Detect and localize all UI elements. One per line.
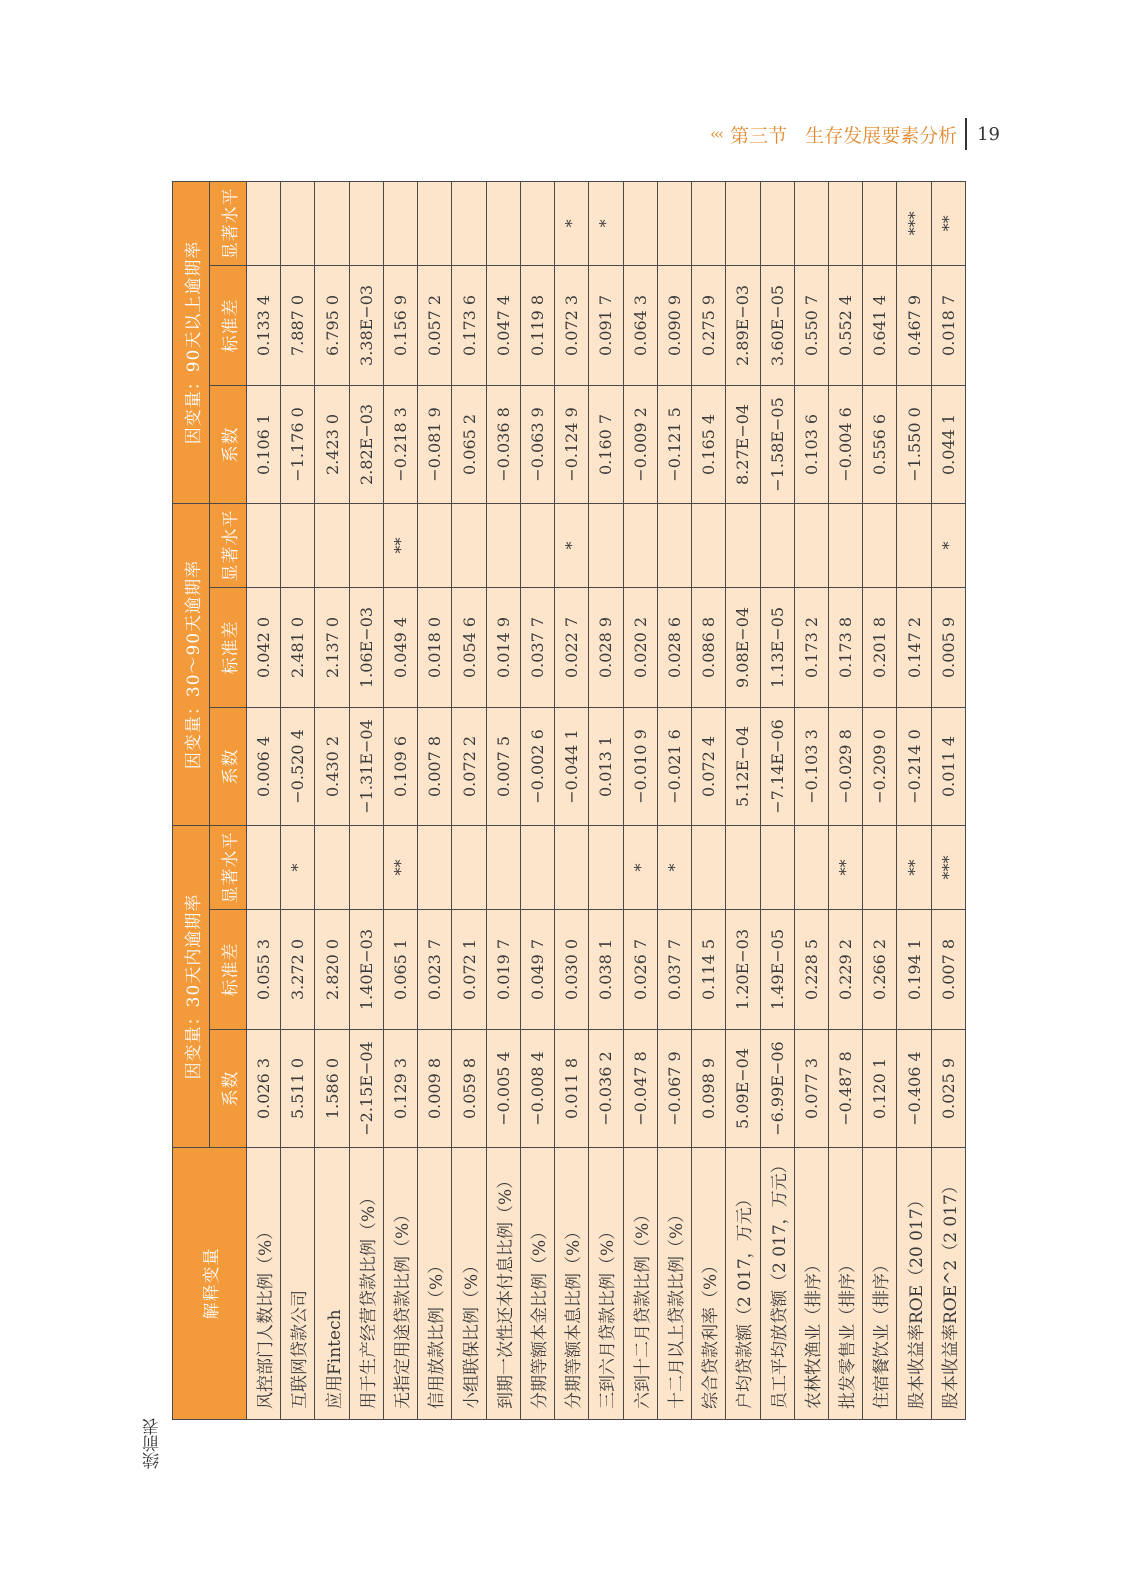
coef-cell: −0.004 6 [828,385,862,503]
sig-cell: * [555,181,589,265]
sd-cell: 0.552 4 [828,265,862,385]
sd-cell: 0.090 9 [657,265,691,385]
coef-cell: −0.009 2 [623,385,657,503]
table-row [315,181,349,1419]
coef-cell: 1.586 0 [315,1030,349,1148]
sig-cell [760,825,794,909]
sd-cell: 0.005 9 [931,587,965,707]
sig-cell [520,181,554,265]
coef-cell: −0.002 6 [520,707,554,825]
sd-cell: 1.06E−03 [349,587,383,707]
coef-cell: 0.430 2 [315,707,349,825]
coef-cell: 2.423 0 [315,385,349,503]
row-label: 风控部门人数比例（%） [247,1148,281,1420]
coef-cell: 0.006 4 [247,707,281,825]
sd-cell: 6.795 0 [315,265,349,385]
sd-cell: 0.467 9 [897,265,931,385]
table-row [486,181,520,1419]
sig-cell [315,825,349,909]
running-header [710,118,1000,150]
sig-cell: ** [931,181,965,265]
coef-cell: −0.406 4 [897,1030,931,1148]
coef-cell: −0.214 0 [897,707,931,825]
section-number: 第三节 [730,124,788,147]
sd-cell: 7.887 0 [281,265,315,385]
sig-cell: * [623,825,657,909]
sd-cell: 0.007 8 [931,910,965,1030]
coef-cell: −0.067 9 [657,1030,691,1148]
coef-cell: −0.103 3 [794,707,828,825]
coef-cell: 0.072 2 [452,707,486,825]
table-row [726,181,760,1419]
sig-cell [692,503,726,587]
sig-cell [863,503,897,587]
coef-cell: −0.218 3 [383,385,417,503]
sig-cell [418,825,452,909]
group-header-row [173,181,210,1419]
coef-header: 系数 [210,385,247,503]
sig-cell [828,503,862,587]
group-header: 因变量：90天以上逾期率 [173,181,210,503]
coef-cell: −0.029 8 [828,707,862,825]
sd-cell: 0.054 6 [452,587,486,707]
row-label: 户均贷款额（2 017，万元） [726,1148,760,1420]
table-row [520,181,554,1419]
regression-table [172,181,966,1420]
sig-cell [794,825,828,909]
coef-cell: −7.14E−06 [760,707,794,825]
coef-cell: −1.31E−04 [349,707,383,825]
sig-cell [349,825,383,909]
sd-cell: 1.13E−05 [760,587,794,707]
sig-cell [623,503,657,587]
sig-cell [863,181,897,265]
table-row [692,181,726,1419]
table-row [828,181,862,1419]
chevron-left-icon: ‹‹‹ [710,125,723,143]
coef-cell: 0.103 6 [794,385,828,503]
coef-cell: −0.005 4 [486,1030,520,1148]
sd-cell: 0.014 9 [486,587,520,707]
table-row [247,181,281,1419]
coef-cell: 0.059 8 [452,1030,486,1148]
sd-cell: 0.550 7 [794,265,828,385]
coef-cell: 2.82E−03 [349,385,383,503]
sig-cell [520,503,554,587]
sig-cell [281,503,315,587]
sd-cell: 2.137 0 [315,587,349,707]
sig-cell: * [555,503,589,587]
sd-cell: 0.030 0 [555,910,589,1030]
sd-cell: 0.201 8 [863,587,897,707]
sig-cell [349,503,383,587]
coef-cell: 0.065 2 [452,385,486,503]
sd-cell: 0.173 2 [794,587,828,707]
row-label: 十二月以上贷款比例（%） [657,1148,691,1420]
coef-cell: 0.007 5 [486,707,520,825]
coef-cell: 0.556 6 [863,385,897,503]
row-label: 综合贷款利率（%） [692,1148,726,1420]
table-row [383,181,417,1419]
sd-header: 标准差 [210,265,247,385]
row-label: 无指定用途贷款比例（%） [383,1148,417,1420]
sd-cell: 0.057 2 [418,265,452,385]
table-body [247,181,966,1419]
table-row [589,181,623,1419]
sd-cell: 2.481 0 [281,587,315,707]
table-row [418,181,452,1419]
coef-cell: 0.129 3 [383,1030,417,1148]
sd-cell: 0.091 7 [589,265,623,385]
coef-cell: −0.008 4 [520,1030,554,1148]
sig-cell [486,503,520,587]
sig-cell [692,181,726,265]
table-row [281,181,315,1419]
sig-cell [794,503,828,587]
sd-cell: 3.60E−05 [760,265,794,385]
sd-cell: 0.119 8 [520,265,554,385]
table-row [863,181,897,1419]
table-row [897,181,931,1419]
sd-header: 标准差 [210,910,247,1030]
sd-cell: 0.055 3 [247,910,281,1030]
sig-cell: ** [383,825,417,909]
sig-header: 显著水平 [210,503,247,587]
continued-label: 续前表 [143,1418,163,1469]
header-divider [965,118,967,150]
sd-cell: 0.018 7 [931,265,965,385]
sig-cell [760,503,794,587]
sd-cell: 0.133 4 [247,265,281,385]
sig-cell [247,181,281,265]
sd-cell: 9.08E−04 [726,587,760,707]
sd-cell: 0.049 4 [383,587,417,707]
group-header: 因变量：30～90天逾期率 [173,503,210,825]
coef-cell: 0.011 4 [931,707,965,825]
sig-cell [247,503,281,587]
sig-cell [486,825,520,909]
sig-cell [760,181,794,265]
sd-cell: 0.028 6 [657,587,691,707]
coef-cell: 0.160 7 [589,385,623,503]
coef-cell: 0.011 8 [555,1030,589,1148]
row-label: 股本收益率ROE（20 017） [897,1148,931,1420]
sd-cell: 0.266 2 [863,910,897,1030]
sig-cell [828,181,862,265]
sig-cell: *** [897,181,931,265]
table-row [452,181,486,1419]
sd-cell: 0.026 7 [623,910,657,1030]
sig-cell [863,825,897,909]
sig-cell [452,825,486,909]
coef-cell: −0.021 6 [657,707,691,825]
coef-cell: 0.120 1 [863,1030,897,1148]
sig-cell [383,181,417,265]
sd-cell: 0.023 7 [418,910,452,1030]
coef-cell: 8.27E−04 [726,385,760,503]
row-label: 信用放款比例（%） [418,1148,452,1420]
coef-cell: 0.007 8 [418,707,452,825]
table-row [931,181,965,1419]
sd-cell: 0.064 3 [623,265,657,385]
sig-cell: * [589,181,623,265]
sig-cell [418,503,452,587]
table-row [349,181,383,1419]
coef-cell: 0.026 3 [247,1030,281,1148]
sd-cell: 0.194 1 [897,910,931,1030]
row-label: 住宿餐饮业（排序） [863,1148,897,1420]
sd-cell: 0.147 2 [897,587,931,707]
sig-cell [726,825,760,909]
sig-cell [794,181,828,265]
coef-cell: 0.106 1 [247,385,281,503]
sig-header: 显著水平 [210,181,247,265]
row-label: 批发零售业（排序） [828,1148,862,1420]
sig-cell: * [281,825,315,909]
sig-cell [657,181,691,265]
sig-cell: * [657,825,691,909]
table-row [623,181,657,1419]
sig-cell [692,825,726,909]
sd-cell: 3.272 0 [281,910,315,1030]
sd-cell: 0.042 0 [247,587,281,707]
sig-cell [452,181,486,265]
sd-cell: 0.086 8 [692,587,726,707]
coef-cell: −0.036 2 [589,1030,623,1148]
coef-cell: −0.487 8 [828,1030,862,1148]
sd-cell: 0.072 3 [555,265,589,385]
coef-cell: −6.99E−06 [760,1030,794,1148]
row-label: 应用Fintech [315,1148,349,1420]
coef-cell: −0.209 0 [863,707,897,825]
sd-cell: 0.022 7 [555,587,589,707]
sd-cell: 3.38E−03 [349,265,383,385]
table-row [657,181,691,1419]
sd-cell: 2.820 0 [315,910,349,1030]
coef-cell: −0.081 9 [418,385,452,503]
sig-cell [418,181,452,265]
coef-cell: 0.044 1 [931,385,965,503]
coef-cell: −1.176 0 [281,385,315,503]
sig-cell [623,181,657,265]
sig-header: 显著水平 [210,825,247,909]
sd-cell: 0.047 4 [486,265,520,385]
sig-cell [657,503,691,587]
sd-cell: 0.229 2 [828,910,862,1030]
sig-cell: ** [383,503,417,587]
sig-cell [315,181,349,265]
sd-cell: 2.89E−03 [726,265,760,385]
coef-cell: −1.550 0 [897,385,931,503]
sig-cell [726,181,760,265]
sig-cell [589,503,623,587]
coef-cell: −0.520 4 [281,707,315,825]
sig-cell: * [931,503,965,587]
coef-cell: −0.036 8 [486,385,520,503]
sd-cell: 1.40E−03 [349,910,383,1030]
sig-cell: ** [828,825,862,909]
sig-cell [349,181,383,265]
row-label: 用于生产经营贷款比例（%） [349,1148,383,1420]
row-label: 分期等额本金比例（%） [520,1148,554,1420]
table-container [172,184,966,1420]
coef-cell: 0.098 9 [692,1030,726,1148]
sig-cell [486,181,520,265]
sig-cell [555,825,589,909]
sig-cell [281,181,315,265]
sd-cell: 0.065 1 [383,910,417,1030]
sd-cell: 0.114 5 [692,910,726,1030]
coef-cell: 0.165 4 [692,385,726,503]
sd-cell: 1.20E−03 [726,910,760,1030]
sig-cell [452,503,486,587]
sig-cell [315,503,349,587]
sd-cell: 0.037 7 [657,910,691,1030]
row-label: 六到十二月贷款比例（%） [623,1148,657,1420]
sd-cell: 0.072 1 [452,910,486,1030]
page-number: 19 [977,123,1000,145]
coef-cell: 5.09E−04 [726,1030,760,1148]
sd-cell: 1.49E−05 [760,910,794,1030]
sd-cell: 0.173 6 [452,265,486,385]
row-label: 到期一次性还本付息比例（%） [486,1148,520,1420]
row-label: 员工平均放贷额（2 017，万元） [760,1148,794,1420]
coef-cell: 0.072 4 [692,707,726,825]
section-title: 生存发展要素分析 [805,124,958,147]
group-header: 因变量：30天内逾期率 [173,825,210,1147]
row-label: 农林牧渔业（排序） [794,1148,828,1420]
coef-cell: 5.511 0 [281,1030,315,1148]
coef-cell: −0.044 1 [555,707,589,825]
sd-cell: 0.028 9 [589,587,623,707]
coef-cell: 0.025 9 [931,1030,965,1148]
coef-cell: −0.121 5 [657,385,691,503]
sig-cell: *** [931,825,965,909]
sig-cell [726,503,760,587]
var-header: 解释变量 [173,1148,247,1420]
sd-cell: 0.019 7 [486,910,520,1030]
coef-cell: 0.109 6 [383,707,417,825]
sd-cell: 0.641 4 [863,265,897,385]
sig-cell [589,825,623,909]
coef-cell: −2.15E−04 [349,1030,383,1148]
sig-cell [247,825,281,909]
sd-cell: 0.228 5 [794,910,828,1030]
table-row [760,181,794,1419]
sd-cell: 0.173 8 [828,587,862,707]
sd-cell: 0.018 0 [418,587,452,707]
coef-cell: 0.013 1 [589,707,623,825]
row-label: 互联网贷款公司 [281,1148,315,1420]
coef-cell: 5.12E−04 [726,707,760,825]
coef-cell: −0.047 8 [623,1030,657,1148]
coef-header: 系数 [210,707,247,825]
sig-cell: ** [897,825,931,909]
table-row [555,181,589,1419]
sd-cell: 0.020 2 [623,587,657,707]
row-label: 股本收益率ROE^2（2 017） [931,1148,965,1420]
coef-cell: −1.58E−05 [760,385,794,503]
row-label: 三到六月贷款比例（%） [589,1148,623,1420]
coef-header: 系数 [210,1030,247,1148]
coef-cell: −0.063 9 [520,385,554,503]
sd-cell: 0.037 7 [520,587,554,707]
coef-cell: 0.077 3 [794,1030,828,1148]
table-row [794,181,828,1419]
coef-cell: −0.124 9 [555,385,589,503]
coef-cell: −0.010 9 [623,707,657,825]
row-label: 小组联保比例（%） [452,1148,486,1420]
sig-cell [520,825,554,909]
sd-header: 标准差 [210,587,247,707]
row-label: 分期等额本息比例（%） [555,1148,589,1420]
sd-cell: 0.156 9 [383,265,417,385]
coef-cell: 0.009 8 [418,1030,452,1148]
sd-cell: 0.049 7 [520,910,554,1030]
sd-cell: 0.275 9 [692,265,726,385]
sig-cell [897,503,931,587]
sd-cell: 0.038 1 [589,910,623,1030]
